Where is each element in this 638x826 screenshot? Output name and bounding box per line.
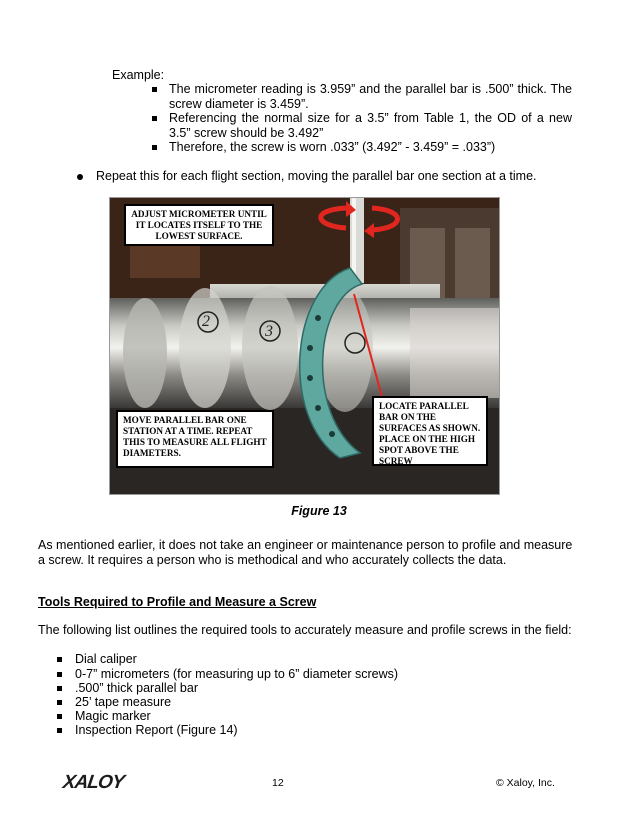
square-bullet-icon bbox=[152, 87, 157, 92]
callout-adjust-micrometer: ADJUST MICROMETER UNTIL IT LOCATES ITSELF TO THE LOWEST SURFACE. bbox=[124, 204, 274, 246]
flight-number-3: 3 bbox=[265, 323, 273, 340]
section-heading: Tools Required to Profile and Measure a Screw bbox=[38, 595, 317, 609]
copyright: © Xaloy, Inc. bbox=[496, 777, 555, 789]
figure-caption: Figure 13 bbox=[291, 504, 347, 518]
example-heading: Example: bbox=[112, 68, 165, 82]
tool-list-item bbox=[57, 695, 171, 710]
square-bullet-icon bbox=[57, 728, 62, 733]
tool-name: Dial caliper bbox=[75, 652, 137, 666]
intro-paragraph: As mentioned earlier, it does not take an engineer or maintenance person to profile and measure a screw. It requires a person who is methodical and who accurately collects the data. bbox=[38, 538, 573, 567]
section-intro: The following list outlines the required tools to accurately measure and profile screws in the field: bbox=[38, 623, 572, 637]
example-item-text: Therefore, the screw is worn .033” (3.492” - 3.459” = .033”) bbox=[169, 140, 496, 154]
figure-13-photo bbox=[109, 197, 500, 495]
flight-number-2: 2 bbox=[202, 313, 210, 330]
tool-list-item bbox=[57, 723, 238, 738]
square-bullet-icon bbox=[57, 657, 62, 662]
tool-list-item bbox=[57, 709, 151, 724]
xaloy-logo: XALOY bbox=[61, 772, 125, 793]
square-bullet-icon bbox=[152, 145, 157, 150]
tool-name: 0-7” micrometers (for measuring up to 6” diameter screws) bbox=[75, 667, 399, 681]
square-bullet-icon bbox=[57, 672, 62, 677]
tool-name: .500” thick parallel bar bbox=[75, 681, 198, 695]
tool-name: Inspection Report (Figure 14) bbox=[75, 723, 238, 737]
tool-list-item bbox=[57, 652, 137, 667]
round-bullet-icon bbox=[77, 174, 83, 180]
square-bullet-icon bbox=[57, 714, 62, 719]
example-item-text: The micrometer reading is 3.959” and the parallel bar is .500” thick. The screw diameter is 3.459”. bbox=[169, 82, 572, 111]
square-bullet-icon bbox=[57, 700, 62, 705]
tool-list-item bbox=[57, 681, 198, 696]
tool-name: Magic marker bbox=[75, 709, 151, 723]
example-item-text: Referencing the normal size for a 3.5” from Table 1, the OD of a new 3.5” screw should be 3.492” bbox=[169, 111, 572, 140]
callout-move-parallel-bar: MOVE PARALLEL BAR ONE STATION AT A TIME. REPEAT THIS TO MEASURE ALL FLIGHT DIAMETERS. bbox=[116, 410, 274, 468]
example-item bbox=[152, 82, 572, 112]
square-bullet-icon bbox=[57, 686, 62, 691]
example-item bbox=[152, 111, 572, 141]
square-bullet-icon bbox=[152, 116, 157, 121]
page-number: 12 bbox=[272, 777, 284, 789]
tool-list-item bbox=[57, 667, 398, 682]
repeat-instruction: Repeat this for each flight section, moving the parallel bar one section at a time. bbox=[96, 169, 537, 183]
callout-locate-parallel-bar: LOCATE PARALLEL BAR ON THE SURFACES AS SHOWN. PLACE ON THE HIGH SPOT ABOVE THE SCREW bbox=[372, 396, 488, 466]
tool-name: 25’ tape measure bbox=[75, 695, 172, 709]
example-item bbox=[152, 140, 572, 155]
